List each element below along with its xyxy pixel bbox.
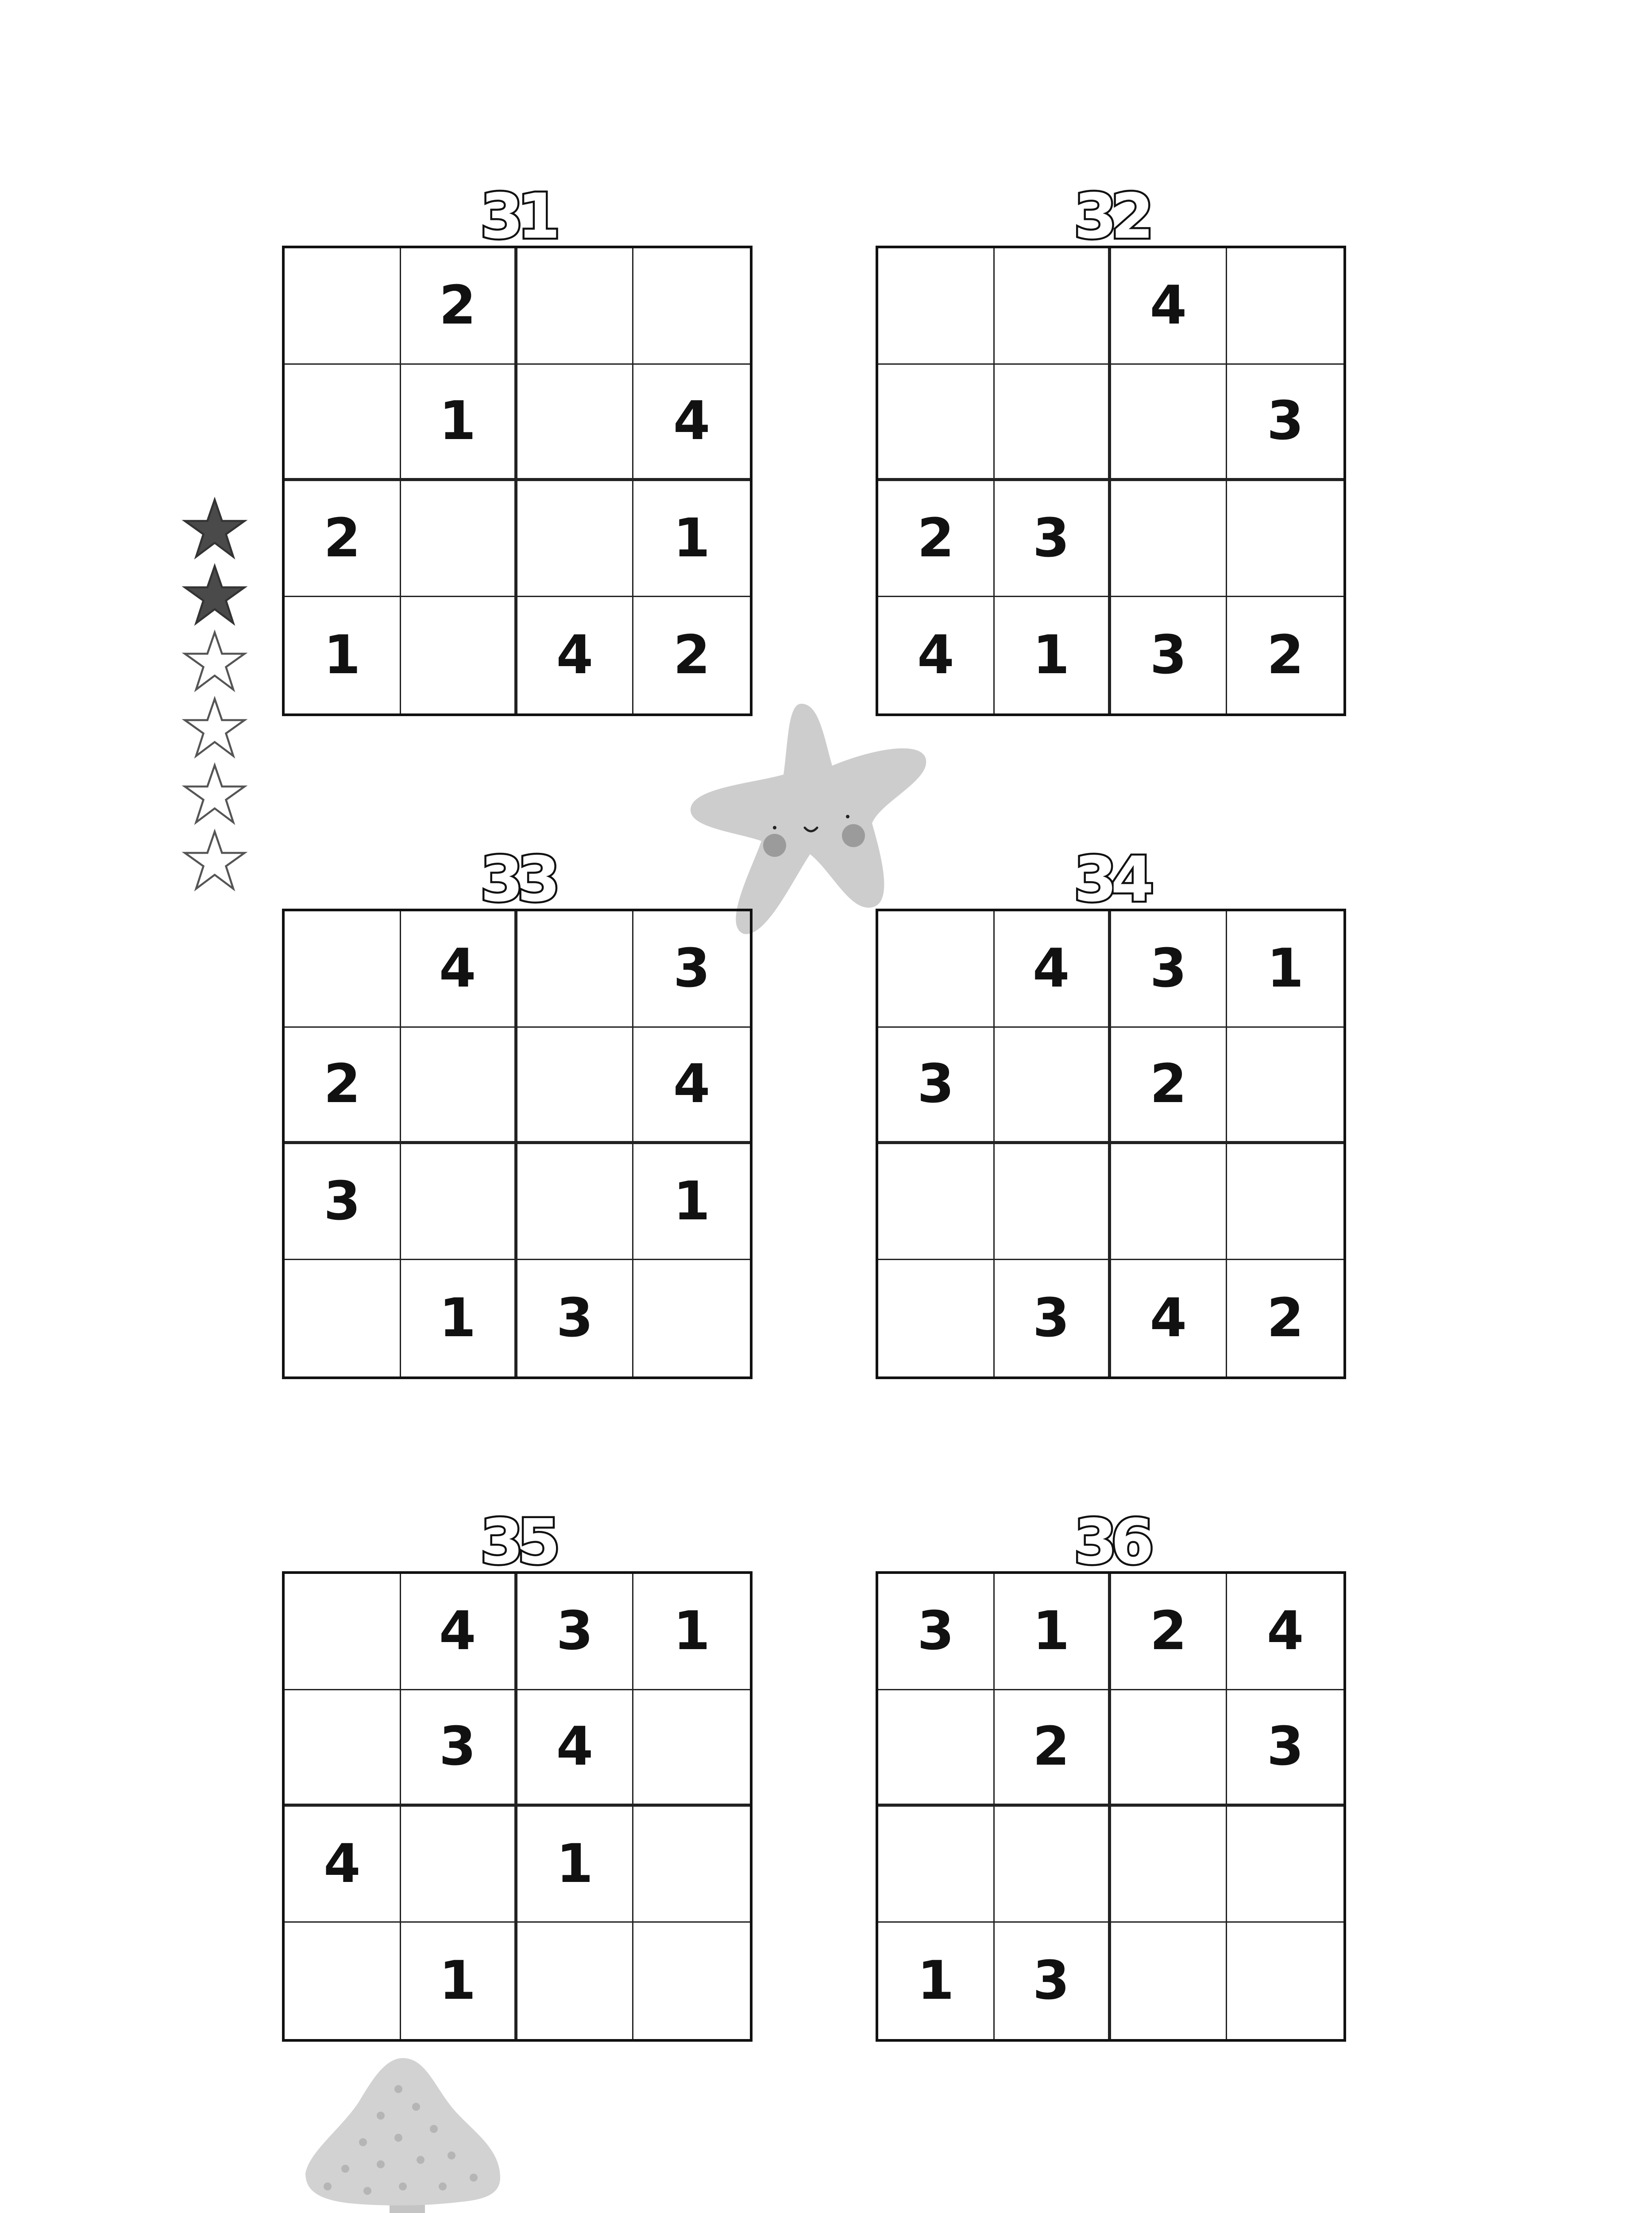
grid-cell-r1-c2[interactable]: 2 <box>401 248 517 365</box>
grid-cell-r3-c4[interactable] <box>1227 1807 1343 1923</box>
grid-cell-r4-c4[interactable] <box>633 1923 750 2039</box>
grid-cell-r3-c1[interactable] <box>878 1144 995 1261</box>
grid-cell-r4-c3[interactable] <box>1111 1923 1227 2039</box>
grid-cell-r4-c2[interactable]: 1 <box>401 1260 517 1376</box>
sudoku-grid <box>282 246 753 716</box>
grid-cell-r3-c4[interactable] <box>633 1807 750 1923</box>
grid-cell-r3-c2[interactable] <box>401 1144 517 1261</box>
puzzle-number: 35 <box>480 1506 554 1578</box>
grid-cell-r2-c1[interactable] <box>285 1690 401 1807</box>
grid-cell-r3-c3[interactable] <box>517 1144 634 1261</box>
grid-cell-r3-c3[interactable] <box>1111 1144 1227 1261</box>
puzzle-number: 32 <box>1074 181 1148 253</box>
grid-cell-r4-c2[interactable]: 3 <box>995 1260 1111 1376</box>
grid-cell-r2-c3[interactable] <box>517 1028 634 1144</box>
grid-cell-r1-c3[interactable]: 3 <box>517 1574 634 1690</box>
grid-cell-r4-c1[interactable]: 4 <box>878 597 995 713</box>
grid-cell-r2-c1[interactable]: 3 <box>878 1028 995 1144</box>
grid-cell-r1-c1[interactable]: 3 <box>878 1574 995 1690</box>
grid-cell-r2-c3[interactable]: 2 <box>1111 1028 1227 1144</box>
grid-cell-r2-c2[interactable]: 1 <box>401 365 517 481</box>
star-outline-icon <box>181 761 248 828</box>
mushroom-icon <box>292 2049 522 2213</box>
grid-cell-r3-c2[interactable] <box>995 1807 1111 1923</box>
grid-cell-r2-c4[interactable]: 3 <box>1227 365 1343 481</box>
grid-cell-r4-c4[interactable] <box>1227 1923 1343 2039</box>
star-outline-icon <box>181 828 248 894</box>
grid-cell-r4-c4[interactable]: 2 <box>1266 1288 1304 1349</box>
grid-cell-r1-c2[interactable]: 1 <box>995 1574 1111 1690</box>
grid-cell-r1-c3[interactable]: 4 <box>1111 248 1227 365</box>
grid-cell-r2-c4[interactable]: 4 <box>633 365 750 481</box>
grid-cell-r1-c2[interactable]: 4 <box>401 1574 517 1690</box>
puzzle-number: 34 <box>1074 844 1148 916</box>
grid-cell-r3-c4[interactable] <box>1227 1144 1343 1261</box>
grid-cell-r4-c3[interactable]: 3 <box>1111 597 1227 713</box>
grid-cell-r4-c2[interactable]: 1 <box>401 1923 517 2039</box>
grid-cell-r4-c2[interactable]: 1 <box>995 597 1111 713</box>
grid-cell-r2-c2[interactable] <box>401 1028 517 1144</box>
grid-cell-r4-c1[interactable] <box>285 1260 401 1376</box>
grid-cell-r2-c1[interactable]: 2 <box>285 1028 401 1144</box>
grid-cell-r3-c2[interactable]: 3 <box>995 481 1111 598</box>
grid-cell-r2-c3[interactable] <box>1111 1690 1227 1807</box>
grid-cell-r2-c1[interactable] <box>878 365 995 481</box>
grid-cell-r2-c4[interactable]: 4 <box>633 1028 750 1144</box>
star-outline-icon <box>181 695 248 761</box>
grid-cell-r1-c3[interactable]: 3 <box>1111 911 1227 1028</box>
grid-cell-r1-c4[interactable] <box>633 248 750 365</box>
grid-cell-r2-c2[interactable] <box>995 1028 1111 1144</box>
puzzle-number: 36 <box>1074 1506 1148 1578</box>
grid-cell-r4-c3[interactable] <box>517 1923 634 2039</box>
grid-cell-r2-c1[interactable] <box>285 365 401 481</box>
grid-cell-r1-c2[interactable] <box>995 248 1111 365</box>
grid-cell-r3-c1[interactable] <box>878 1807 995 1923</box>
grid-cell-r4-c1[interactable] <box>285 1923 401 2039</box>
grid-cell-r3-c1[interactable]: 2 <box>878 481 995 598</box>
grid-cell-r1-c2[interactable]: 4 <box>401 911 517 1028</box>
grid-cell-r2-c1[interactable] <box>878 1690 995 1807</box>
grid-cell-r1-c1[interactable] <box>878 248 995 365</box>
grid-cell-r4-c3[interactable]: 4 <box>517 597 634 713</box>
grid-cell-r1-c1[interactable] <box>878 911 995 1028</box>
sudoku-grid <box>282 909 753 1379</box>
grid-cell-r2-c3[interactable] <box>1111 365 1227 481</box>
grid-cell-r1-c4[interactable]: 3 <box>633 911 750 1028</box>
grid-cell-r2-c4[interactable] <box>633 1690 750 1807</box>
grid-cell-r1-c1[interactable] <box>285 248 401 365</box>
grid-cell-r4-c2[interactable]: 3 <box>995 1923 1111 2039</box>
grid-cell-r1-c4[interactable]: 4 <box>1227 1574 1343 1690</box>
grid-cell-r4-c1[interactable]: 1 <box>878 1923 995 2039</box>
grid-cell-r3-c3[interactable] <box>1111 1807 1227 1923</box>
grid-cell-r4-c4[interactable] <box>633 1260 750 1376</box>
grid-cell-r2-c3[interactable]: 4 <box>517 1690 634 1807</box>
grid-cell-r4-c3[interactable]: 4 <box>1111 1260 1227 1376</box>
grid-cell-r3-c4[interactable] <box>1227 481 1343 598</box>
star-filled-icon <box>181 496 248 562</box>
difficulty-rating <box>181 496 248 894</box>
grid-cell-r3-c1[interactable]: 3 <box>285 1144 401 1261</box>
grid-cell-r4-c1[interactable] <box>878 1260 995 1376</box>
grid-cell-r2-c2[interactable] <box>995 365 1111 481</box>
grid-cell-r2-c4[interactable]: 3 <box>1227 1690 1343 1807</box>
puzzle-number: 33 <box>480 844 554 916</box>
grid-cell-r3-c2[interactable] <box>401 481 517 598</box>
grid-cell-r2-c4[interactable] <box>1227 1028 1343 1144</box>
grid-cell-r3-c1[interactable]: 2 <box>285 481 401 598</box>
grid-cell-r4-c1[interactable]: 1 <box>285 597 401 713</box>
grid-cell-r1-c1[interactable] <box>285 911 401 1028</box>
grid-cell-r4-c4[interactable]: 2 <box>1266 625 1304 686</box>
grid-cell-r2-c2[interactable]: 3 <box>401 1690 517 1807</box>
star-filled-icon <box>181 562 248 628</box>
grid-cell-r1-c3[interactable] <box>517 248 634 365</box>
grid-cell-r1-c3[interactable] <box>517 911 634 1028</box>
grid-cell-r1-c4[interactable]: 1 <box>1227 911 1343 1028</box>
sudoku-grid <box>876 909 1346 1379</box>
grid-cell-r3-c2[interactable] <box>995 1144 1111 1261</box>
sudoku-grid <box>282 1571 753 2042</box>
grid-cell-r1-c2[interactable]: 4 <box>995 911 1111 1028</box>
grid-cell-r4-c2[interactable] <box>401 597 517 713</box>
sudoku-grid <box>876 1571 1346 2042</box>
grid-cell-r1-c4[interactable]: 1 <box>633 1574 750 1690</box>
grid-cell-r3-c4[interactable]: 1 <box>633 481 750 598</box>
grid-cell-r1-c3[interactable]: 2 <box>1111 1574 1227 1690</box>
grid-cell-r1-c1[interactable] <box>285 1574 401 1690</box>
grid-cell-r3-c2[interactable] <box>401 1807 517 1923</box>
grid-cell-r1-c4[interactable] <box>1227 248 1343 365</box>
puzzle-number: 31 <box>480 181 554 253</box>
grid-cell-r3-c3[interactable] <box>1111 481 1227 598</box>
sudoku-grid <box>876 246 1346 716</box>
grid-cell-r4-c4[interactable]: 2 <box>673 625 710 686</box>
grid-cell-r2-c2[interactable]: 2 <box>995 1690 1111 1807</box>
grid-cell-r2-c3[interactable] <box>517 365 634 481</box>
grid-cell-r3-c1[interactable]: 4 <box>285 1807 401 1923</box>
grid-cell-r4-c3[interactable]: 3 <box>517 1260 634 1376</box>
grid-cell-r3-c3[interactable] <box>517 481 634 598</box>
star-outline-icon <box>181 628 248 695</box>
grid-cell-r3-c3[interactable]: 1 <box>517 1807 634 1923</box>
grid-cell-r3-c4[interactable]: 1 <box>633 1144 750 1261</box>
